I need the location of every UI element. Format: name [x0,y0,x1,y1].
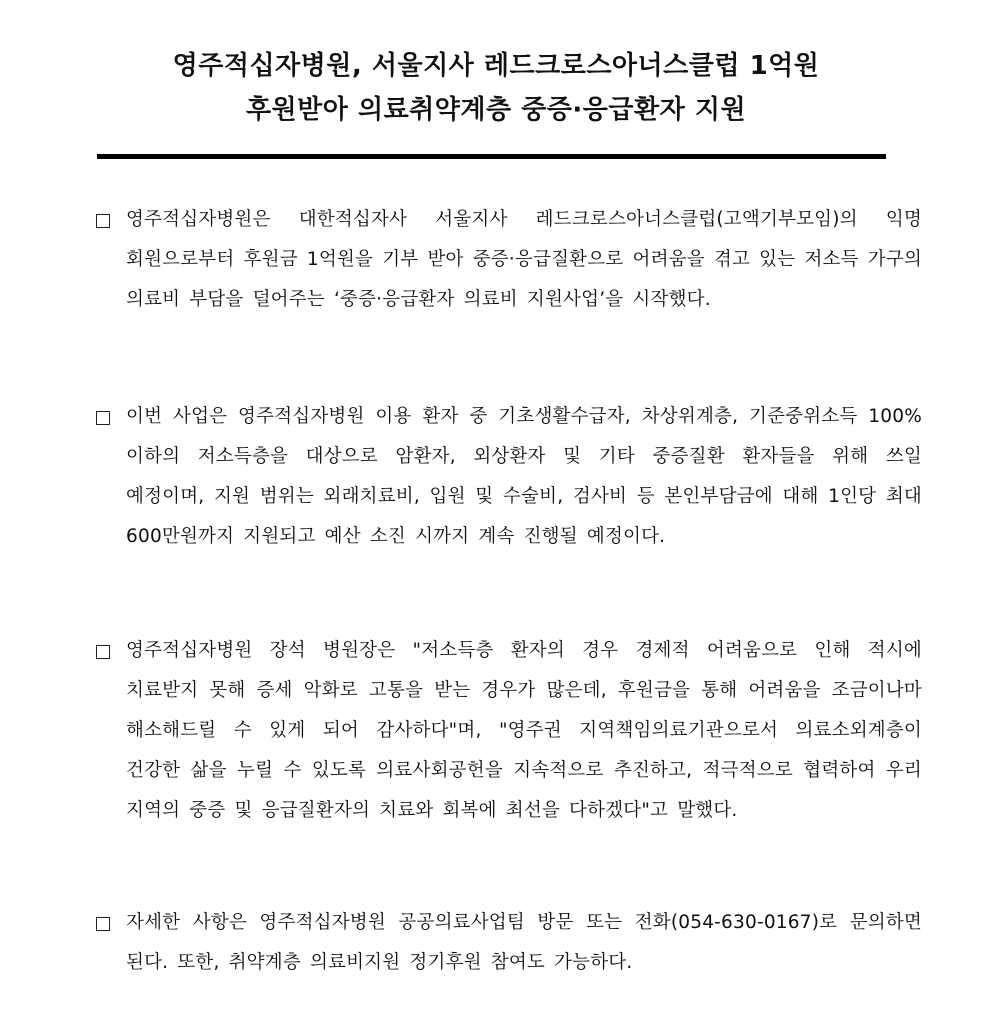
paragraph-text: 자세한 사항은 영주적십자병원 공공의료사업팀 방문 또는 전화(054-630-0167)로 문의하면 된다. 또한, 취약계층 의료비지원 정기후원 참여도 가능하다. [126,912,922,973]
checkbox-bullet-icon [96,645,110,659]
checkbox-bullet-icon [96,214,110,228]
title-divider [97,154,886,159]
checkbox-bullet-icon [96,917,110,931]
paragraph-text: 영주적십자병원 장석 병원장은 "저소득층 환자의 경우 경제적 어려움으로 인해 적시에 치료받지 못해 증세 악화로 고통을 받는 경우가 많은데, 후원금을 통해 어려움을 조금이나마 해소해드릴 수 있게 되어 감사하다"며, "영주권 지역책임의료기관으로서 의료소외계층이 건강한 삶을 누릴 수 있도록 의료사회공헌을 지속적으로 추진하고, 적극적으로 협력하여 우리 지역의 중증 및 응급질환자의 치료와 회복에 최선을 다하겠다"고 말했다. [126,640,922,821]
title-line-2: 후원받아 의료취약계층 중증·응급환자 지원 [245,95,747,125]
title-line-1: 영주적십자병원, 서울지사 레드크로스아너스클럽 1억원 [172,51,820,81]
document-title [0,44,992,132]
bullet-paragraph [96,903,922,983]
checkbox-bullet-icon [96,411,110,425]
paragraph-text: 영주적십자병원은 대한적십자사 서울지사 레드크로스아너스클럽(고액기부모임)의 익명 회원으로부터 후원금 1억원을 기부 받아 중증·응급질환으로 어려움을 겪고 있는 저소득 가구의 의료비 부담을 덜어주는 ‘중증·응급환자 의료비 지원사업’을 시작했다. [126,209,922,310]
bullet-paragraph [96,631,922,831]
bullet-paragraph [96,200,922,320]
paragraph-text: 이번 사업은 영주적십자병원 이용 환자 중 기초생활수급자, 차상위계층, 기준중위소득 100% 이하의 저소득층을 대상으로 암환자, 외상환자 및 기타 중증질환 환자들을 위해 쓰일 예정이며, 지원 범위는 외래치료비, 입원 및 수술비, 검사비 등 본인부담금에 대해 1인당 최대 600만원까지 지원되고 예산 소진 시까지 계속 진행될 예정이다. [126,406,922,547]
bullet-paragraph [96,397,922,557]
